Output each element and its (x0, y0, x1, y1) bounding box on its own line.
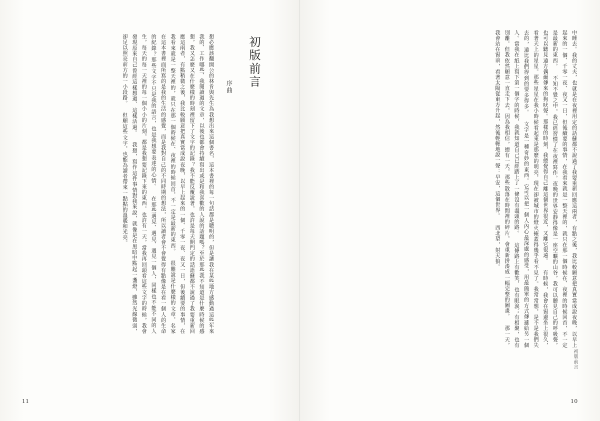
page-title: 初版前言 (248, 36, 262, 89)
byline: 序曲 (225, 80, 232, 94)
page-right (300, 0, 600, 421)
folio-left: 11 (22, 398, 30, 405)
main-body-text: 中睡去。我的丈夫，也就是在夜裡用定的話蘇都不說過了我要重新回應這兩者，有點之後，我比較願意把真實當成說夜晚，以早上起來的一個、千零一夜、夜又一日，但後續要的事情，在我看來就是一整天裡的，就只在那一個時候在、夜裡的時候回首，不一定是最新的東西。 不知不覺之中，我已經習慣了在夜裡寫作。夜晚的世界安靜得像是一座空曠的山谷，我可以聽見自己的呼吸聲，也可以聽見遠方偶爾傳來的狗吠聲。那樣的時刻，我總覺得自己離這個世界很近，又離它很遠。 有時候，我會在窗邊坐上很久，看著天上的星星。那些星星在我小時候看起來是那麼的明亮，現在卻被城市的燈火掩蓋得幾乎看不見了。我常常想，是不是我們失去的，遠比我們得到的要多得多。 文字是一種奇妙的東西。它可以把一個人內心最深處的感受，用最簡單的方式傳遞給另一個人。當我在紙上寫下第一個字的時候，我就知道自己已經踏上了一條沒有盡頭的路。 這條路上有歡笑，也有眼淚；有相聚，也有別離。但我依然願意一直走下去，因為我相信，總有一天，那些散落在時間裡的碎片，會重新拼湊成一幅完整的圖畫。 那一天，我會站在窗前，看著太陽從東方升起，然後輕輕地說一聲：早安，這個世界。 西北望，射天狼。 (494, 30, 577, 348)
folio-right: 10 (570, 398, 578, 405)
preface-body-text: 想必應該翻開公的林肯與先生為我想出來這個書名，這本書裡的每一句話都是聰明的，但是讓我在某些地方感動過這些年來我的、工作哪些、我閱讀過的文章，以後也都會持續寫出或是和我喜歡的人說的話題嗎？至於那些我不知道是什麼時候的感想，我又怎麼又在什麼樣的時刻裡留下了文字的記錄？我不能反覆說著，也許是每天開門定的話語蘇都不說過了我要重新回應這兩者，有點稍微之後，我比較願意把真實當成說夜晚，以早上起來的一個、千零一夜、夜又一日，但後續要的事情，在我看來就是一整天裡的，就只在那一個時候在、夜裡的時候回首，不一定是最新的東西。 很難說是什麼樣的文章，名家在這本書裡面所寫的是我的生活的感覺，而是我對自己的不同時期的想法，所以讀者會不會覺得有點像是在看一個人的生命的紀錄？那些文字不只是我的語言，也是我想要表達的心情。 在那些遇見、遇見、遇見一個人，同樣也不能不同的人生，每天的每一天裡的每一個小小的片刻，都是我想要記錄下來的東西。也許有一天，當我再回頭看這些文字的時候，我會發現原來自己曾經這樣想過、這樣活過。 我想，寫作這件事情對我來說，就像是在黑暗中點起一盞燈，雖然光線微弱，卻足以照亮前方的一小段路。 但願這些文字，也能為讀者帶來一點點的溫暖和光亮。 (121, 34, 214, 334)
running-head: 初版前言 (573, 349, 578, 370)
